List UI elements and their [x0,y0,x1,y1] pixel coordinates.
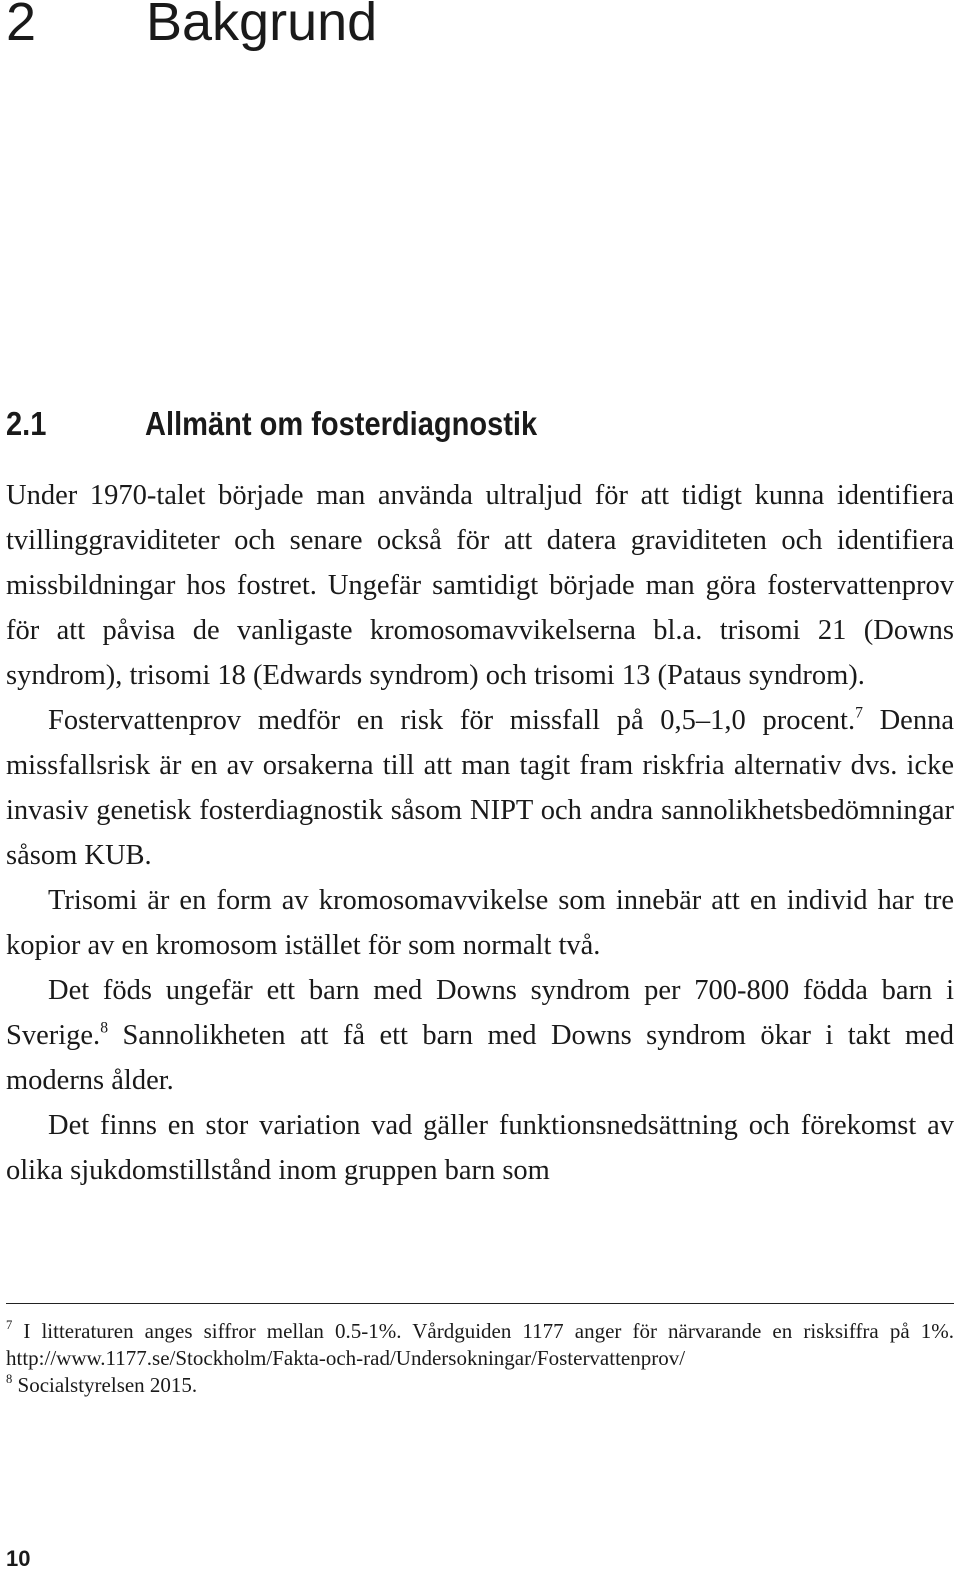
footnote-ref-7[interactable]: 7 [855,704,863,722]
body-text [6,473,954,1193]
paragraph-3-text: Trisomi är en form av kromosomavvikelse som innebär att en individ har tre kopior av en kromosom istället för som normalt två. [6,885,954,961]
paragraph-1 [6,473,954,698]
chapter-title: Bakgrund [146,0,378,52]
footnote-ref-8[interactable]: 8 [100,1019,109,1037]
footnote-7 [6,1318,954,1372]
footnote-divider [6,1303,954,1304]
footnote-text: I litteraturen anges siffror mellan 0.5-1%. Vårdguiden 1177 anger för närvarande en risksiffra på 1%. http://www.1177.se/Stockholm/Fakta-och-rad/Undersokningar/Fostervattenprov/ [6,1319,954,1370]
section-title: Allmänt om fosterdiagnostik [145,405,538,442]
chapter-number: 2 [6,0,37,52]
page-number: 10 [6,1546,31,1571]
section-heading [6,404,537,444]
footnote-text: Socialstyrelsen 2015. [12,1373,198,1397]
footnotes [6,1318,954,1399]
paragraph-3 [6,878,954,968]
paragraph-2 [6,698,954,878]
paragraph-5 [6,1103,954,1193]
footnote-marker: 8 [6,1372,13,1387]
paragraph-2-text-a: Fostervattenprov medför en risk för missfall på 0,5–1,0 procent. [48,705,856,736]
paragraph-4-text-b: Sannolikheten att få ett barn med Downs syndrom ökar i takt med moderns ålder. [6,1020,954,1096]
paragraph-2-text-b: Denna missfallsrisk är en av orsakerna till att man tagit fram riskfria alternativ dvs. icke invasiv genetisk fosterdiagnostik såsom NIPT och andra sannolikhetsbedömningar såsom KUB. [6,705,954,871]
chapter-heading [6,0,377,58]
paragraph-4 [6,968,954,1103]
footnote-8 [6,1372,954,1399]
footnote-marker: 7 [6,1318,13,1333]
paragraph-4-text-a: Det föds ungefär ett barn med Downs syndrom per 700-800 födda barn i Sverige. [6,975,954,1051]
section-number: 2.1 [6,405,47,442]
paragraph-1-text: Under 1970-talet började man använda ultraljud för att tidigt kunna identifiera tvillinggraviditeter och senare också för att datera graviditeten och identifiera missbildningar hos fostret. Ungefär samtidigt började man göra fostervattenprov för att påvisa de vanligaste kromosomavvikelserna bl.a. trisomi 21 (Downs syndrom), trisomi 18 (Edwards syndrom) och trisomi 13 (Pataus syndrom). [6,480,954,691]
paragraph-5-text: Det finns en stor variation vad gäller funktionsnedsättning och förekomst av olika sjukdomstillstånd inom gruppen barn som [6,1110,954,1186]
